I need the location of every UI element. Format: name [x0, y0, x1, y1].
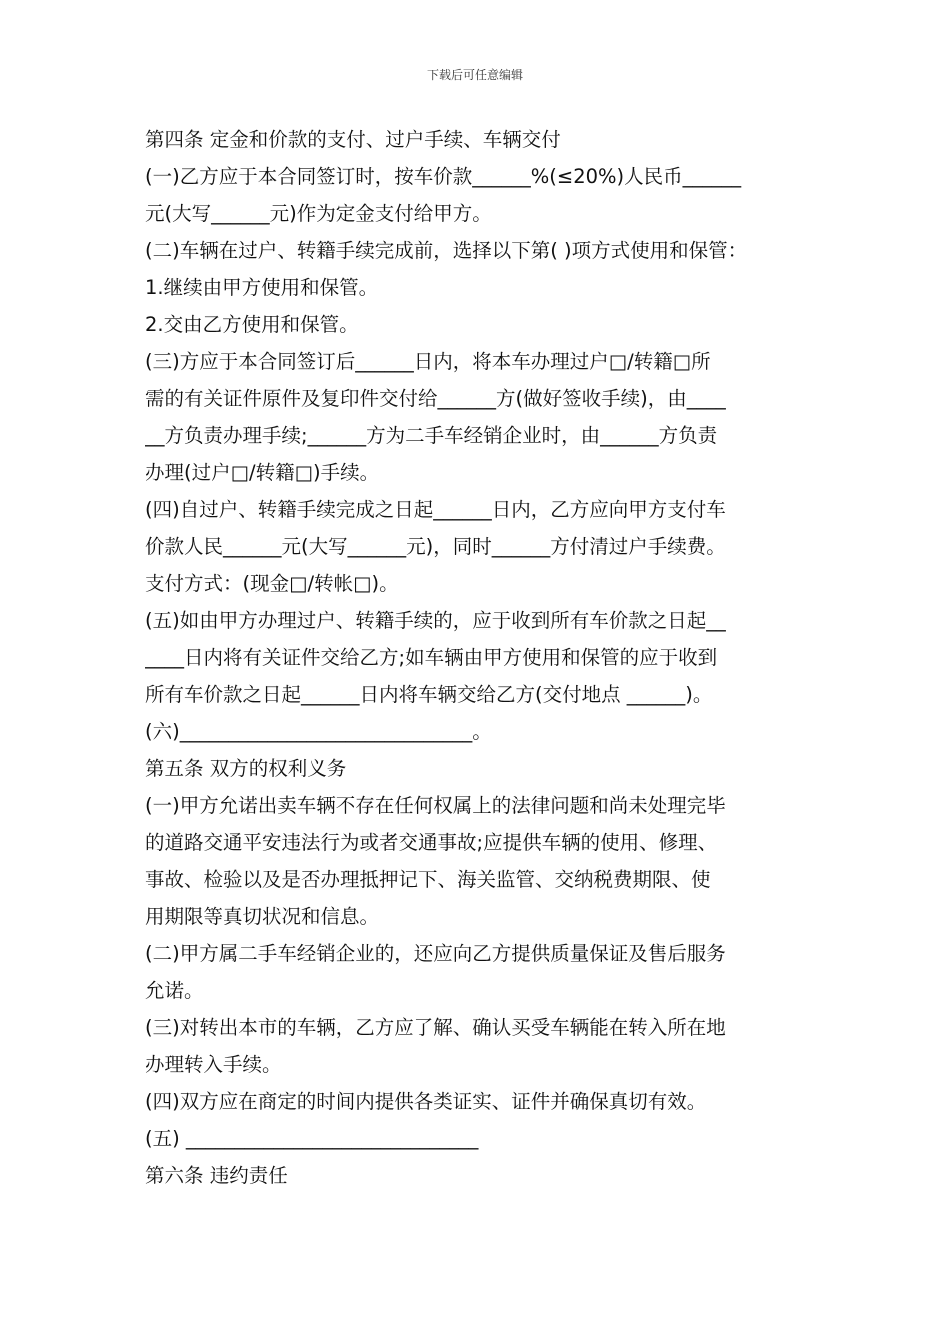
paragraph-line: __方负责办理手续;______方为二手车经销企业时，由______方负责	[145, 424, 718, 447]
paragraph-line: (四)自过户、转籍手续完成之日起______日内，乙方应向甲方支付车	[145, 498, 726, 521]
paragraph-line: 元(大写______元)作为定金支付给甲方。	[145, 202, 492, 225]
paragraph-line: 办理转入手续。	[145, 1053, 282, 1076]
paragraph-line: (五) ______________________________	[145, 1127, 479, 1150]
paragraph-line: 所有车价款之日起______日内将车辆交给乙方(交付地点 ______)。	[145, 683, 713, 706]
paragraph-line: 需的有关证件原件及复印件交付给______方(做好签收手续)，由____	[145, 387, 726, 410]
paragraph-line: (五)如由甲方办理过户、转籍手续的，应于收到所有车价款之日起__	[145, 609, 726, 632]
article-6-heading: 第六条 违约责任	[145, 1164, 288, 1187]
paragraph-line: 1.继续由甲方使用和保管。	[145, 276, 379, 299]
paragraph-line: 支付方式：(现金□/转帐□)。	[145, 572, 399, 595]
paragraph-line: 价款人民______元(大写______元)，同时______方付清过户手续费。	[145, 535, 726, 558]
paragraph-line: (三)对转出本市的车辆，乙方应了解、确认买受车辆能在转入所在地	[145, 1016, 726, 1039]
page-header: 下载后可任意编辑	[426, 68, 523, 82]
article-4-heading: 第四条 定金和价款的支付、过户手续、车辆交付	[145, 128, 561, 151]
contract-body	[145, 121, 817, 1194]
article-5-heading: 第五条 双方的权利义务	[145, 757, 347, 780]
paragraph-line: 的道路交通平安违法行为或者交通事故;应提供车辆的使用、修理、	[145, 831, 718, 854]
paragraph-line: (一)乙方应于本合同签订时，按车价款______%(≤20%)人民币______	[145, 165, 742, 188]
paragraph-line: (一)甲方允诺出卖车辆不存在任何权属上的法律问题和尚未处理完毕	[145, 794, 726, 817]
paragraph-line: ____日内将有关证件交给乙方;如车辆由甲方使用和保管的应于收到	[145, 646, 718, 669]
paragraph-line: 用期限等真切状况和信息。	[145, 905, 380, 928]
paragraph-line: (二)车辆在过户、转籍手续完成前，选择以下第( )项方式使用和保管：	[145, 239, 748, 262]
paragraph-line: 允诺。	[145, 979, 204, 1002]
paragraph-line: (四)双方应在商定的时间内提供各类证实、证件并确保真切有效。	[145, 1090, 707, 1113]
paragraph-line: 办理(过户□/转籍□)手续。	[145, 461, 380, 484]
paragraph-line: (三)方应于本合同签订后______日内，将本车办理过户□/转籍□所	[145, 350, 711, 373]
paragraph-line: (二)甲方属二手车经销企业的，还应向乙方提供质量保证及售后服务	[145, 942, 726, 965]
paragraph-line: (六)______________________________。	[145, 720, 492, 743]
paragraph-line: 事故、检验以及是否办理抵押记下、海关监管、交纳税费期限、使	[145, 868, 711, 891]
paragraph-line: 2.交由乙方使用和保管。	[145, 313, 359, 336]
